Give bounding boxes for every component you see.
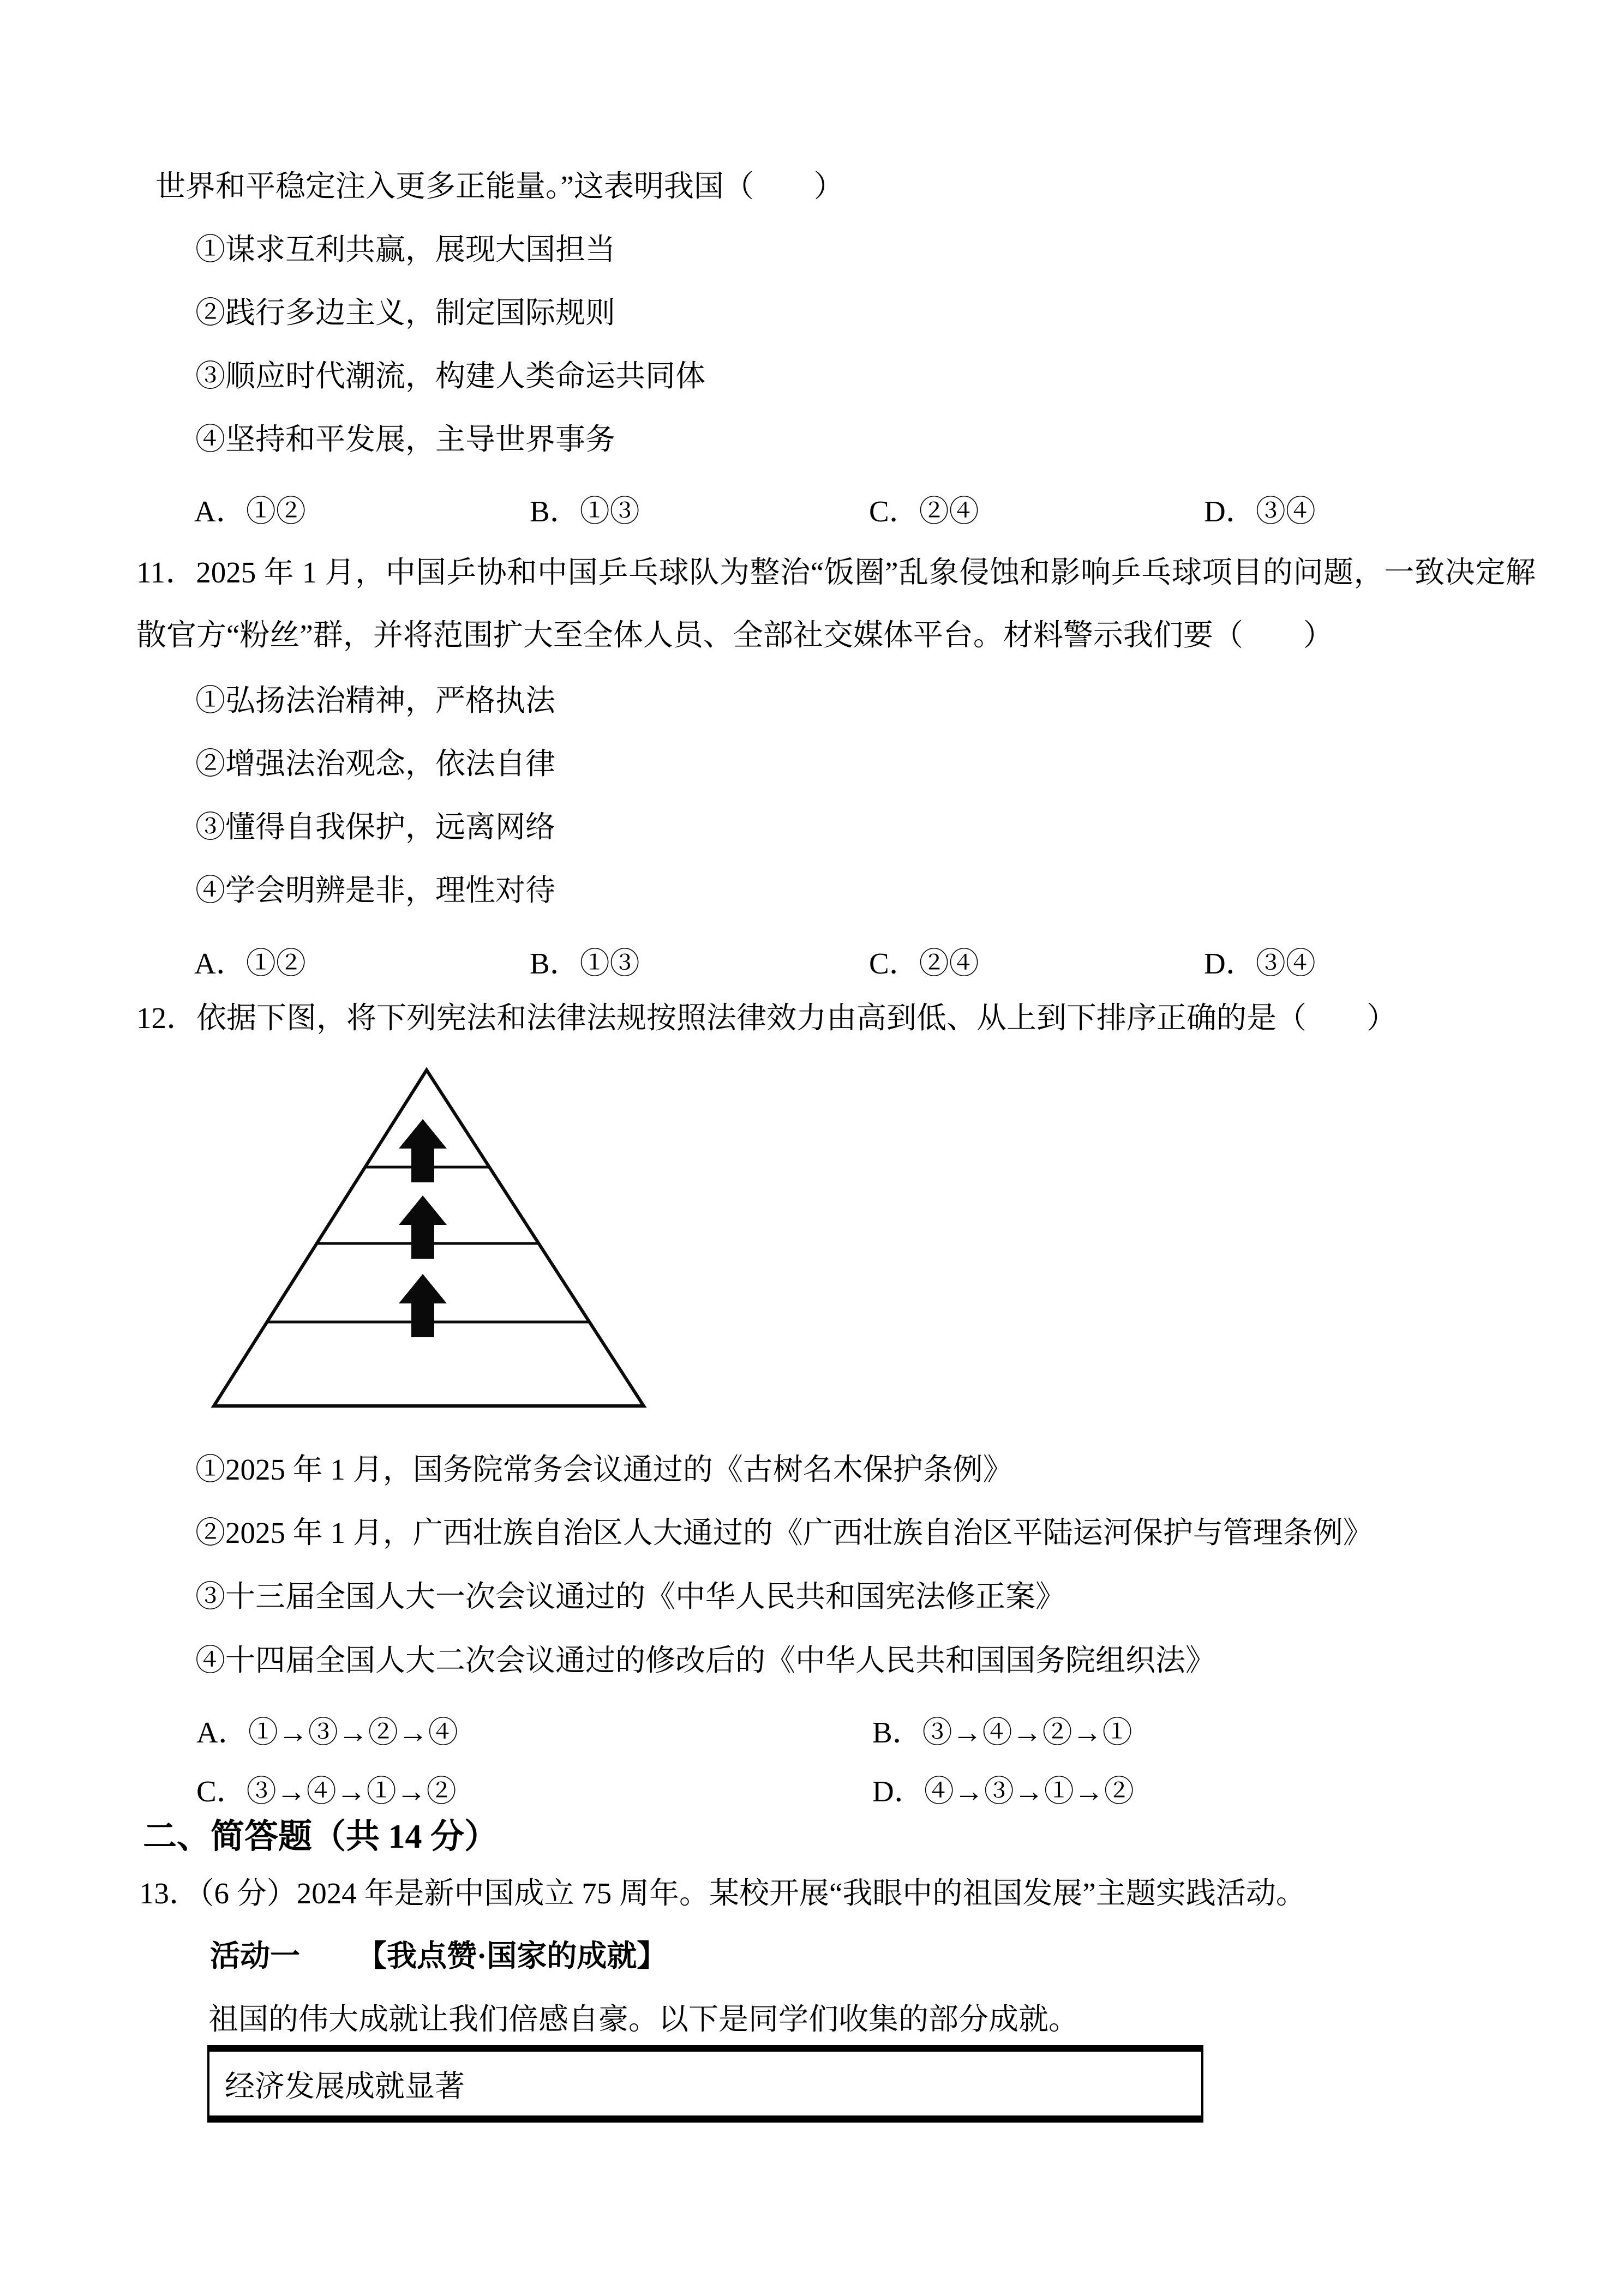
q12-option-3: ③十三届全国人大一次会议通过的《中华人民共和国宪法修正案》 — [195, 1580, 1066, 1613]
q10-answer-row — [0, 487, 1624, 528]
q10-option-1: ①谋求互利共赢，展现大国担当 — [195, 233, 616, 266]
q13-activity1-title: 【我点赞·国家的成就】 — [357, 1939, 667, 1973]
answer-option-d: D．④→③→①→② — [872, 1775, 1134, 1808]
section-2-heading: 二、简答题（共 14 分） — [143, 1818, 499, 1855]
q12-answer-row-2 — [0, 1767, 1624, 1808]
q10-option-3: ③顺应时代潮流，构建人类命运共同体 — [195, 359, 706, 393]
answer-option-c: C．②④ — [869, 947, 979, 980]
pyramid-diagram — [208, 1065, 650, 1414]
q12-answer-row-1 — [0, 1708, 1624, 1749]
up-arrow-icon — [399, 1274, 447, 1337]
achievement-box — [207, 2045, 1203, 2123]
up-arrow-icon — [399, 1119, 447, 1182]
q12-option-2: ②2025 年 1 月，广西壮族自治区人大通过的《广西壮族自治区平陆运河保护与管理条例》 — [195, 1516, 1373, 1549]
q13-intro: 祖国的伟大成就让我们倍感自豪。以下是同学们收集的部分成就。 — [208, 2003, 1079, 2036]
q13-stem: 13．（6 分）2024 年是新中国成立 75 周年。某校开展“我眼中的祖国发展”主题实践活动。 — [139, 1877, 1306, 1910]
answer-option-b: B．①③ — [530, 947, 640, 980]
answer-option-a: A．①② — [194, 947, 306, 980]
up-arrow-icon — [399, 1195, 447, 1259]
answer-option-c: C．②④ — [869, 495, 979, 528]
q10-option-4: ④坚持和平发展，主导世界事务 — [195, 423, 616, 456]
q12-stem: 12．依据下图，将下列宪法和法律法规按照法律效力由高到低、从上到下排序正确的是（ ） — [136, 1001, 1397, 1035]
law-hierarchy-pyramid — [208, 1065, 650, 1414]
answer-option-d: D．③④ — [1204, 495, 1316, 528]
q10-stem-continuation: 世界和平稳定注入更多正能量。”这表明我国（ ） — [155, 170, 844, 203]
q11-answer-row — [0, 939, 1624, 980]
answer-option-b: B．③→④→②→① — [872, 1716, 1132, 1749]
q13-activity1-label: 活动一 — [210, 1939, 301, 1973]
answer-option-b: B．①③ — [530, 495, 640, 528]
achievement-box-title: 经济发展成就显著 — [225, 2070, 465, 2103]
q11-option-1: ①弘扬法治精神，严格执法 — [195, 684, 556, 717]
q12-option-4: ④十四届全国人大二次会议通过的修改后的《中华人民共和国国务院组织法》 — [195, 1644, 1216, 1677]
q11-stem-line2: 散官方“粉丝”群，并将范围扩大至全体人员、全部社交媒体平台。材料警示我们要（ ） — [136, 618, 1333, 652]
q11-stem-line1: 11．2025 年 1 月，中国乒协和中国乒乓球队为整治“饭圈”乱象侵蚀和影响乒乓球项目的问题，一致决定解 — [136, 556, 1536, 589]
q11-option-4: ④学会明辨是非，理性对待 — [195, 874, 556, 907]
q10-option-2: ②践行多边主义，制定国际规则 — [195, 296, 616, 329]
q12-option-1: ①2025 年 1 月，国务院常务会议通过的《古树名木保护条例》 — [195, 1453, 1013, 1486]
q11-option-2: ②增强法治观念，依法自律 — [195, 747, 556, 780]
q11-option-3: ③懂得自我保护，远离网络 — [195, 810, 556, 844]
answer-option-d: D．③④ — [1204, 947, 1316, 980]
answer-option-c: C．③→④→①→② — [196, 1775, 457, 1808]
answer-option-a: A．①→③→②→④ — [196, 1716, 458, 1749]
answer-option-a: A．①② — [194, 495, 306, 528]
